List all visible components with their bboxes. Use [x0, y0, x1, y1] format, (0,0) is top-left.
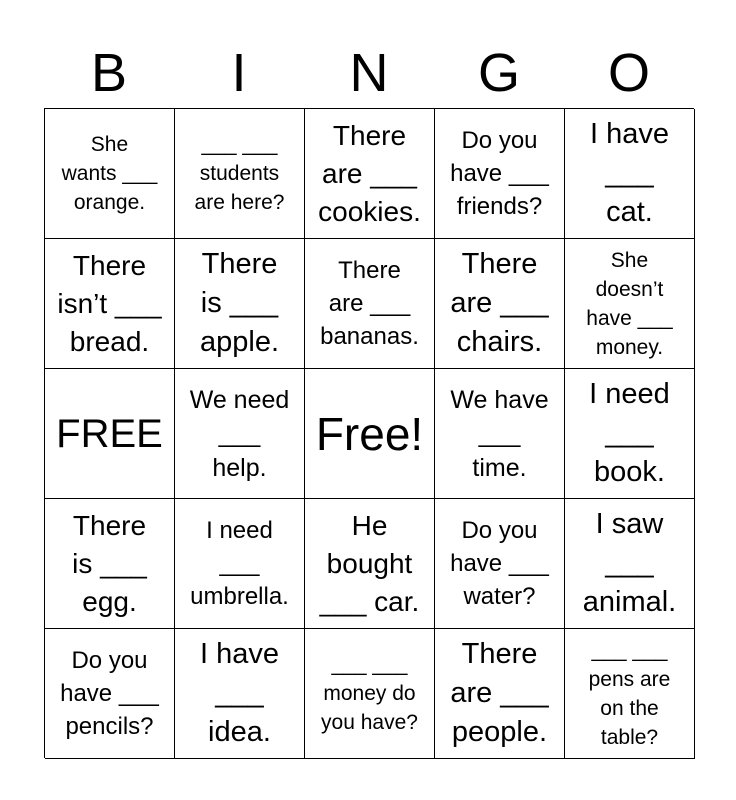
bingo-cell: ___ ___ money do you have?	[305, 629, 435, 759]
bingo-cell: There are ___ people.	[435, 629, 565, 759]
header-letter-b: B	[90, 43, 128, 103]
free-space: Free!	[305, 369, 435, 499]
bingo-cell: There are ___ bananas.	[305, 239, 435, 369]
free-space: FREE	[45, 369, 175, 499]
bingo-cell: She doesn’t have ___ money.	[565, 239, 695, 369]
bingo-cell: There isn’t ___ bread.	[45, 239, 175, 369]
bingo-cell: Do you have ___ water?	[435, 499, 565, 629]
bingo-cell: She wants ___ orange.	[45, 109, 175, 239]
bingo-board	[44, 108, 694, 758]
bingo-cell: There is ___ apple.	[175, 239, 305, 369]
bingo-cell: There is ___ egg.	[45, 499, 175, 629]
header-letter-i: I	[231, 43, 247, 103]
bingo-cell: There are ___ cookies.	[305, 109, 435, 239]
bingo-cell: I have ___ idea.	[175, 629, 305, 759]
bingo-cell: I have ___ cat.	[565, 109, 695, 239]
bingo-cell: There are ___ chairs.	[435, 239, 565, 369]
bingo-cell: Do you have ___ friends?	[435, 109, 565, 239]
bingo-cell: I need ___ umbrella.	[175, 499, 305, 629]
bingo-cell: Do you have ___ pencils?	[45, 629, 175, 759]
bingo-cell: I need ___ book.	[565, 369, 695, 499]
bingo-cell: He bought ___ car.	[305, 499, 435, 629]
header-letter-n: N	[349, 43, 389, 103]
bingo-cell: We need ___ help.	[175, 369, 305, 499]
bingo-cell: ___ ___ pens are on the table?	[565, 629, 695, 759]
bingo-cell: ___ ___ students are here?	[175, 109, 305, 239]
bingo-cell: We have ___ time.	[435, 369, 565, 499]
bingo-cell: I saw ___ animal.	[565, 499, 695, 629]
bingo-header	[44, 40, 694, 106]
header-letter-o: O	[607, 43, 650, 103]
header-letter-g: G	[477, 43, 520, 103]
